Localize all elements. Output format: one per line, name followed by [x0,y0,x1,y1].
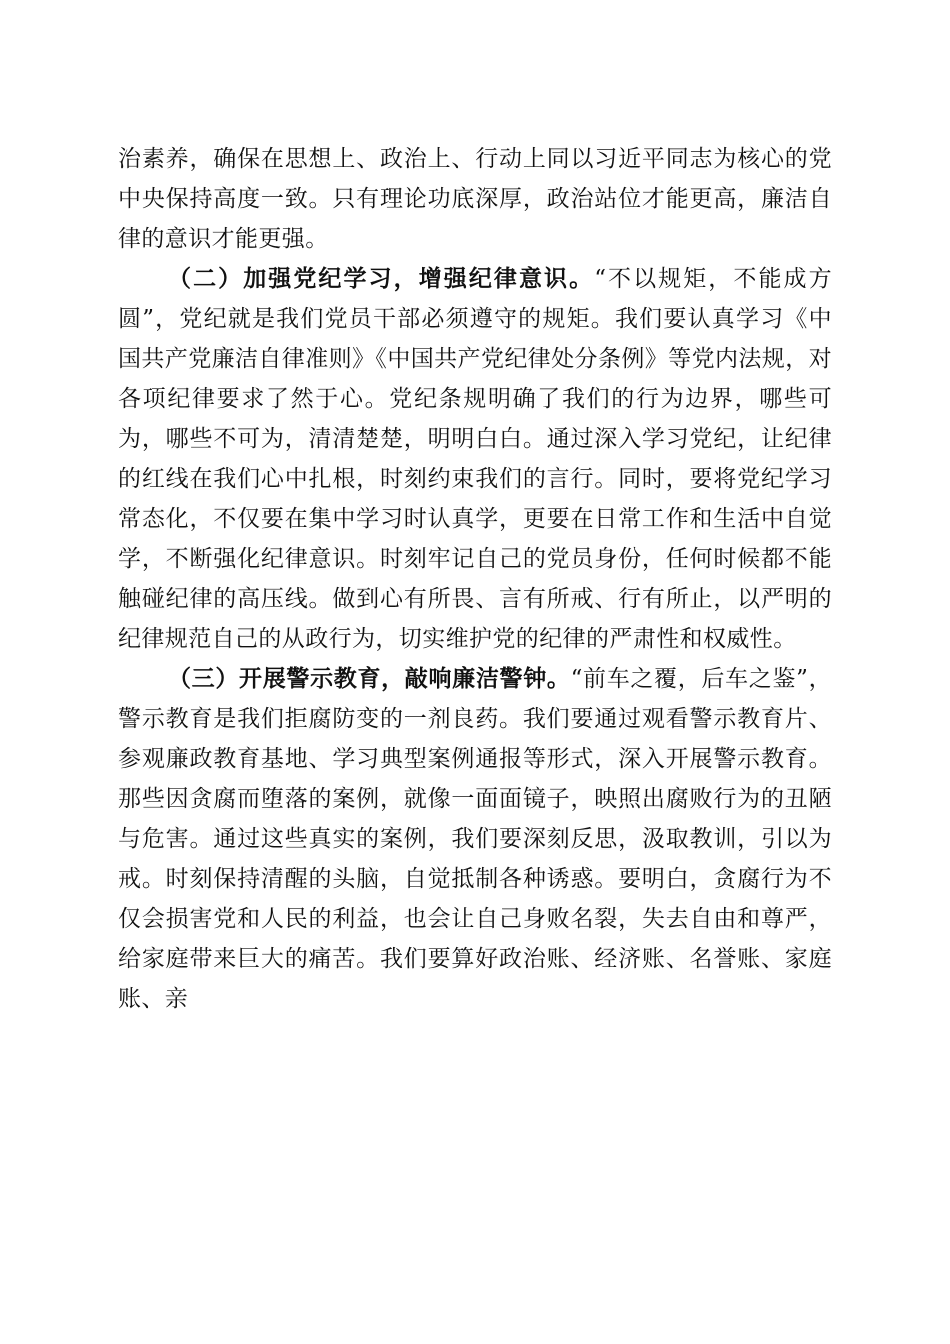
paragraph-section-2 [118,259,832,659]
document-body [118,139,832,1019]
paragraph-section-3 [118,659,832,1019]
section-3-heading: （三）开展警示教育，敲响廉洁警钟。 [168,665,571,692]
paragraph-1-text: 治素养，确保在思想上、政治上、行动上同以习近平同志为核心的党中央保持高度一致。只有理论功底深厚，政治站位才能更高，廉洁自律的意识才能更强。 [118,146,832,252]
section-3-text: “前车之覆，后车之鉴”，警示教育是我们拒腐防变的一剂良药。我们要通过观看警示教育片、参观廉政教育基地、学习典型案例通报等形式，深入开展警示教育。那些因贪腐而堕落的案例，就像一面面镜子，映照出腐败行为的丑陋与危害。通过这些真实的案例，我们要深刻反思，汲取教训，引以为戒。时刻保持清醒的头脑，自觉抵制各种诱惑。要明白，贪腐行为不仅会损害党和人民的利益，也会让自己身败名裂，失去自由和尊严，给家庭带来巨大的痛苦。我们要算好政治账、经济账、名誉账、家庭账、亲 [118,666,832,1012]
paragraph-continuation [118,139,832,259]
section-2-heading: （二）加强党纪学习，增强纪律意识。 [168,265,595,292]
section-2-text: “不以规矩，不能成方圆”，党纪就是我们党员干部必须遵守的规矩。我们要认真学习《中国共产党廉洁自律准则》《中国共产党纪律处分条例》等党内法规，对各项纪律要求了然于心。党纪条规明确了我们的行为边界，哪些可为，哪些不可为，清清楚楚，明明白白。通过深入学习党纪，让纪律的红线在我们心中扎根，时刻约束我们的言行。同时，要将党纪学习常态化，不仅要在集中学习时认真学，更要在日常工作和生活中自觉学，不断强化纪律意识。时刻牢记自己的党员身份，任何时候都不能触碰纪律的高压线。做到心有所畏、言有所戒、行有所止，以严明的纪律规范自己的从政行为，切实维护党的纪律的严肃性和权威性。 [118,266,832,652]
